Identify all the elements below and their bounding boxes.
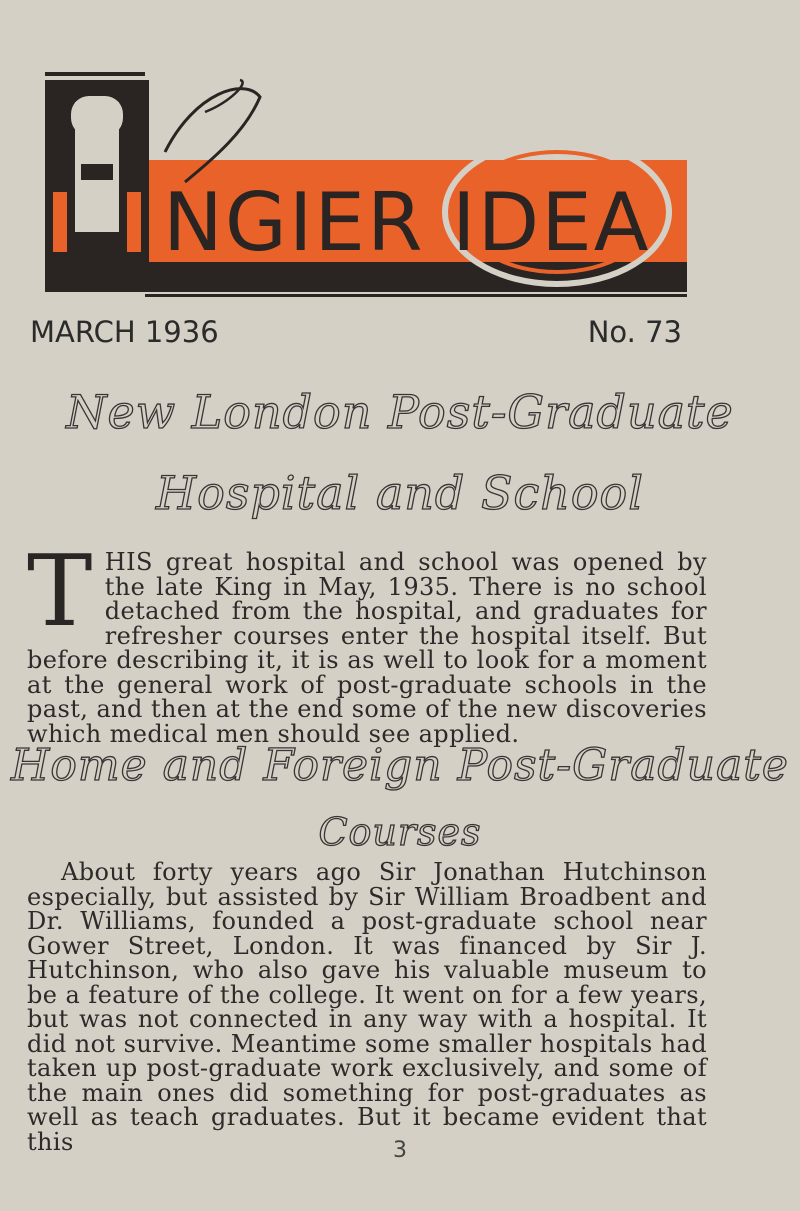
section-title-line2: Hospital and School [156,466,644,520]
svg-text:NGIER IDEA: NGIER IDEA [163,176,651,269]
issue-number: No. 73 [587,315,682,349]
subheading-line2: Courses [318,810,482,854]
issue-date: MARCH 1936 [30,315,219,349]
masthead-logo [45,72,687,300]
body-paragraph: About forty years ago Sir Jonathan Hutchinson especially, but assisted by Sir William Broadbent and Dr. Williams, founded a post-graduate school near Gower Street, London. It was financed by Sir J. Hutchinson, who also gave his valuable museum to be a feature of the college. It went on for a few years, but was not connected in any way with a hospital. It did not survive. Meantime some smaller hospitals had taken up post-graduate work exclusively, and some of the main ones did something for post-graduates as well as teach graduates. But it became evident that this [27,858,707,1156]
issue-info [30,315,682,355]
intro-paragraph-text: HIS great hospital and school was opened by the late King in May, 1935. There is no school detached from the hospital, and graduates for refresher courses enter the hospital itself. But before describing it, it is as well to look for a moment at the general work of post-graduate schools in the past, and then at the end some of the new discoveries which medical men should see applied. [27,548,707,748]
intro-paragraph [27,535,707,748]
page-number: 3 [393,1138,407,1163]
drop-cap: T [27,535,93,649]
subheading-line1: Home and Foreign Post-Graduate [11,740,789,791]
section-title-line1: New London Post-Graduate [66,385,734,439]
